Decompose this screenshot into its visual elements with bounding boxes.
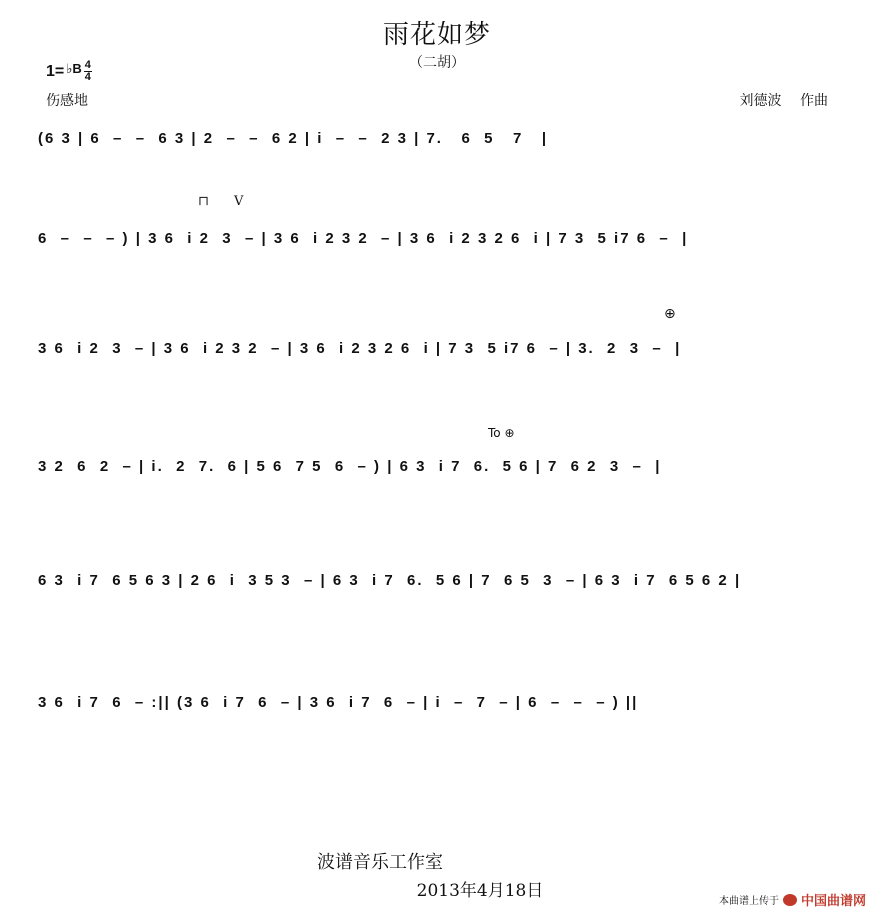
site-name: 中国曲谱网 [800, 894, 866, 909]
coda-icon: ⊕ [664, 306, 676, 322]
notes-line-3: 3 6 i 2 3 – | 3 6 i 2 3 2 – | 3 6 i 2 3 2 6 i | 7 3 5 i7 6 – | 3. 2 3 – | [38, 340, 682, 357]
time-bottom: 4 [84, 71, 91, 83]
site-logo-icon [783, 894, 797, 906]
stave-line-1 [38, 124, 838, 158]
notes-line-1: (6 3 | 6 – – 6 3 | 2 – – 6 2 | i – – 2 3 | 7. 6 5 7 | [38, 130, 549, 147]
key-prefix: 1= [46, 62, 65, 80]
stave-line-6 [38, 688, 838, 722]
stave-line-5 [38, 566, 838, 600]
mood-marking: 伤感地 [46, 93, 88, 109]
upload-text: 本曲谱上传于 [718, 896, 779, 907]
stave-line-3 [38, 334, 838, 368]
upload-credit [719, 890, 866, 909]
notes-line-2: 6 – – – ) | 3 6 i 2 3 – | 3 6 i 2 3 2 – | 3 6 i 2 3 2 6 i | 7 3 5 i7 6 – | [38, 230, 689, 247]
score-title: 雨花如梦 [382, 20, 491, 50]
key-signature [46, 60, 92, 83]
composer-name: 刘德波 [739, 93, 782, 109]
score-subtitle: （二胡） [409, 55, 465, 71]
key-flat: ♭B [66, 60, 82, 76]
notes-line-5: 6 3 i 7 6 5 6 3 | 2 6 i 3 5 3 – | 6 3 i 7 6. 5 6 | 7 6 5 3 – | 6 3 i 7 6 5 6 2 | [38, 572, 742, 589]
composer-role: 作曲 [800, 93, 828, 109]
notes-line-6: 3 6 i 7 6 – :|| (3 6 i 7 6 – | 3 6 i 7 6 – | i – 7 – | 6 – – – ) || [38, 694, 639, 711]
date-text: 2013年4月18日 [416, 881, 544, 901]
up-bow-icon: V [234, 194, 244, 209]
time-top: 4 [84, 59, 91, 71]
notes-line-4: 3 2 6 2 – | i. 2 7. 6 | 5 6 7 5 6 – ) | 6 3 i 7 6. 5 6 | 7 6 2 3 – | [38, 458, 662, 475]
stave-line-4 [38, 452, 838, 486]
composer-credit [740, 90, 828, 110]
to-coda-icon: To ⊕ [488, 426, 515, 440]
studio-name: 波谱音乐工作室 [317, 852, 443, 873]
time-signature [84, 60, 92, 83]
stave-line-2 [38, 224, 838, 258]
down-bow-icon: ⊓ [198, 194, 209, 209]
